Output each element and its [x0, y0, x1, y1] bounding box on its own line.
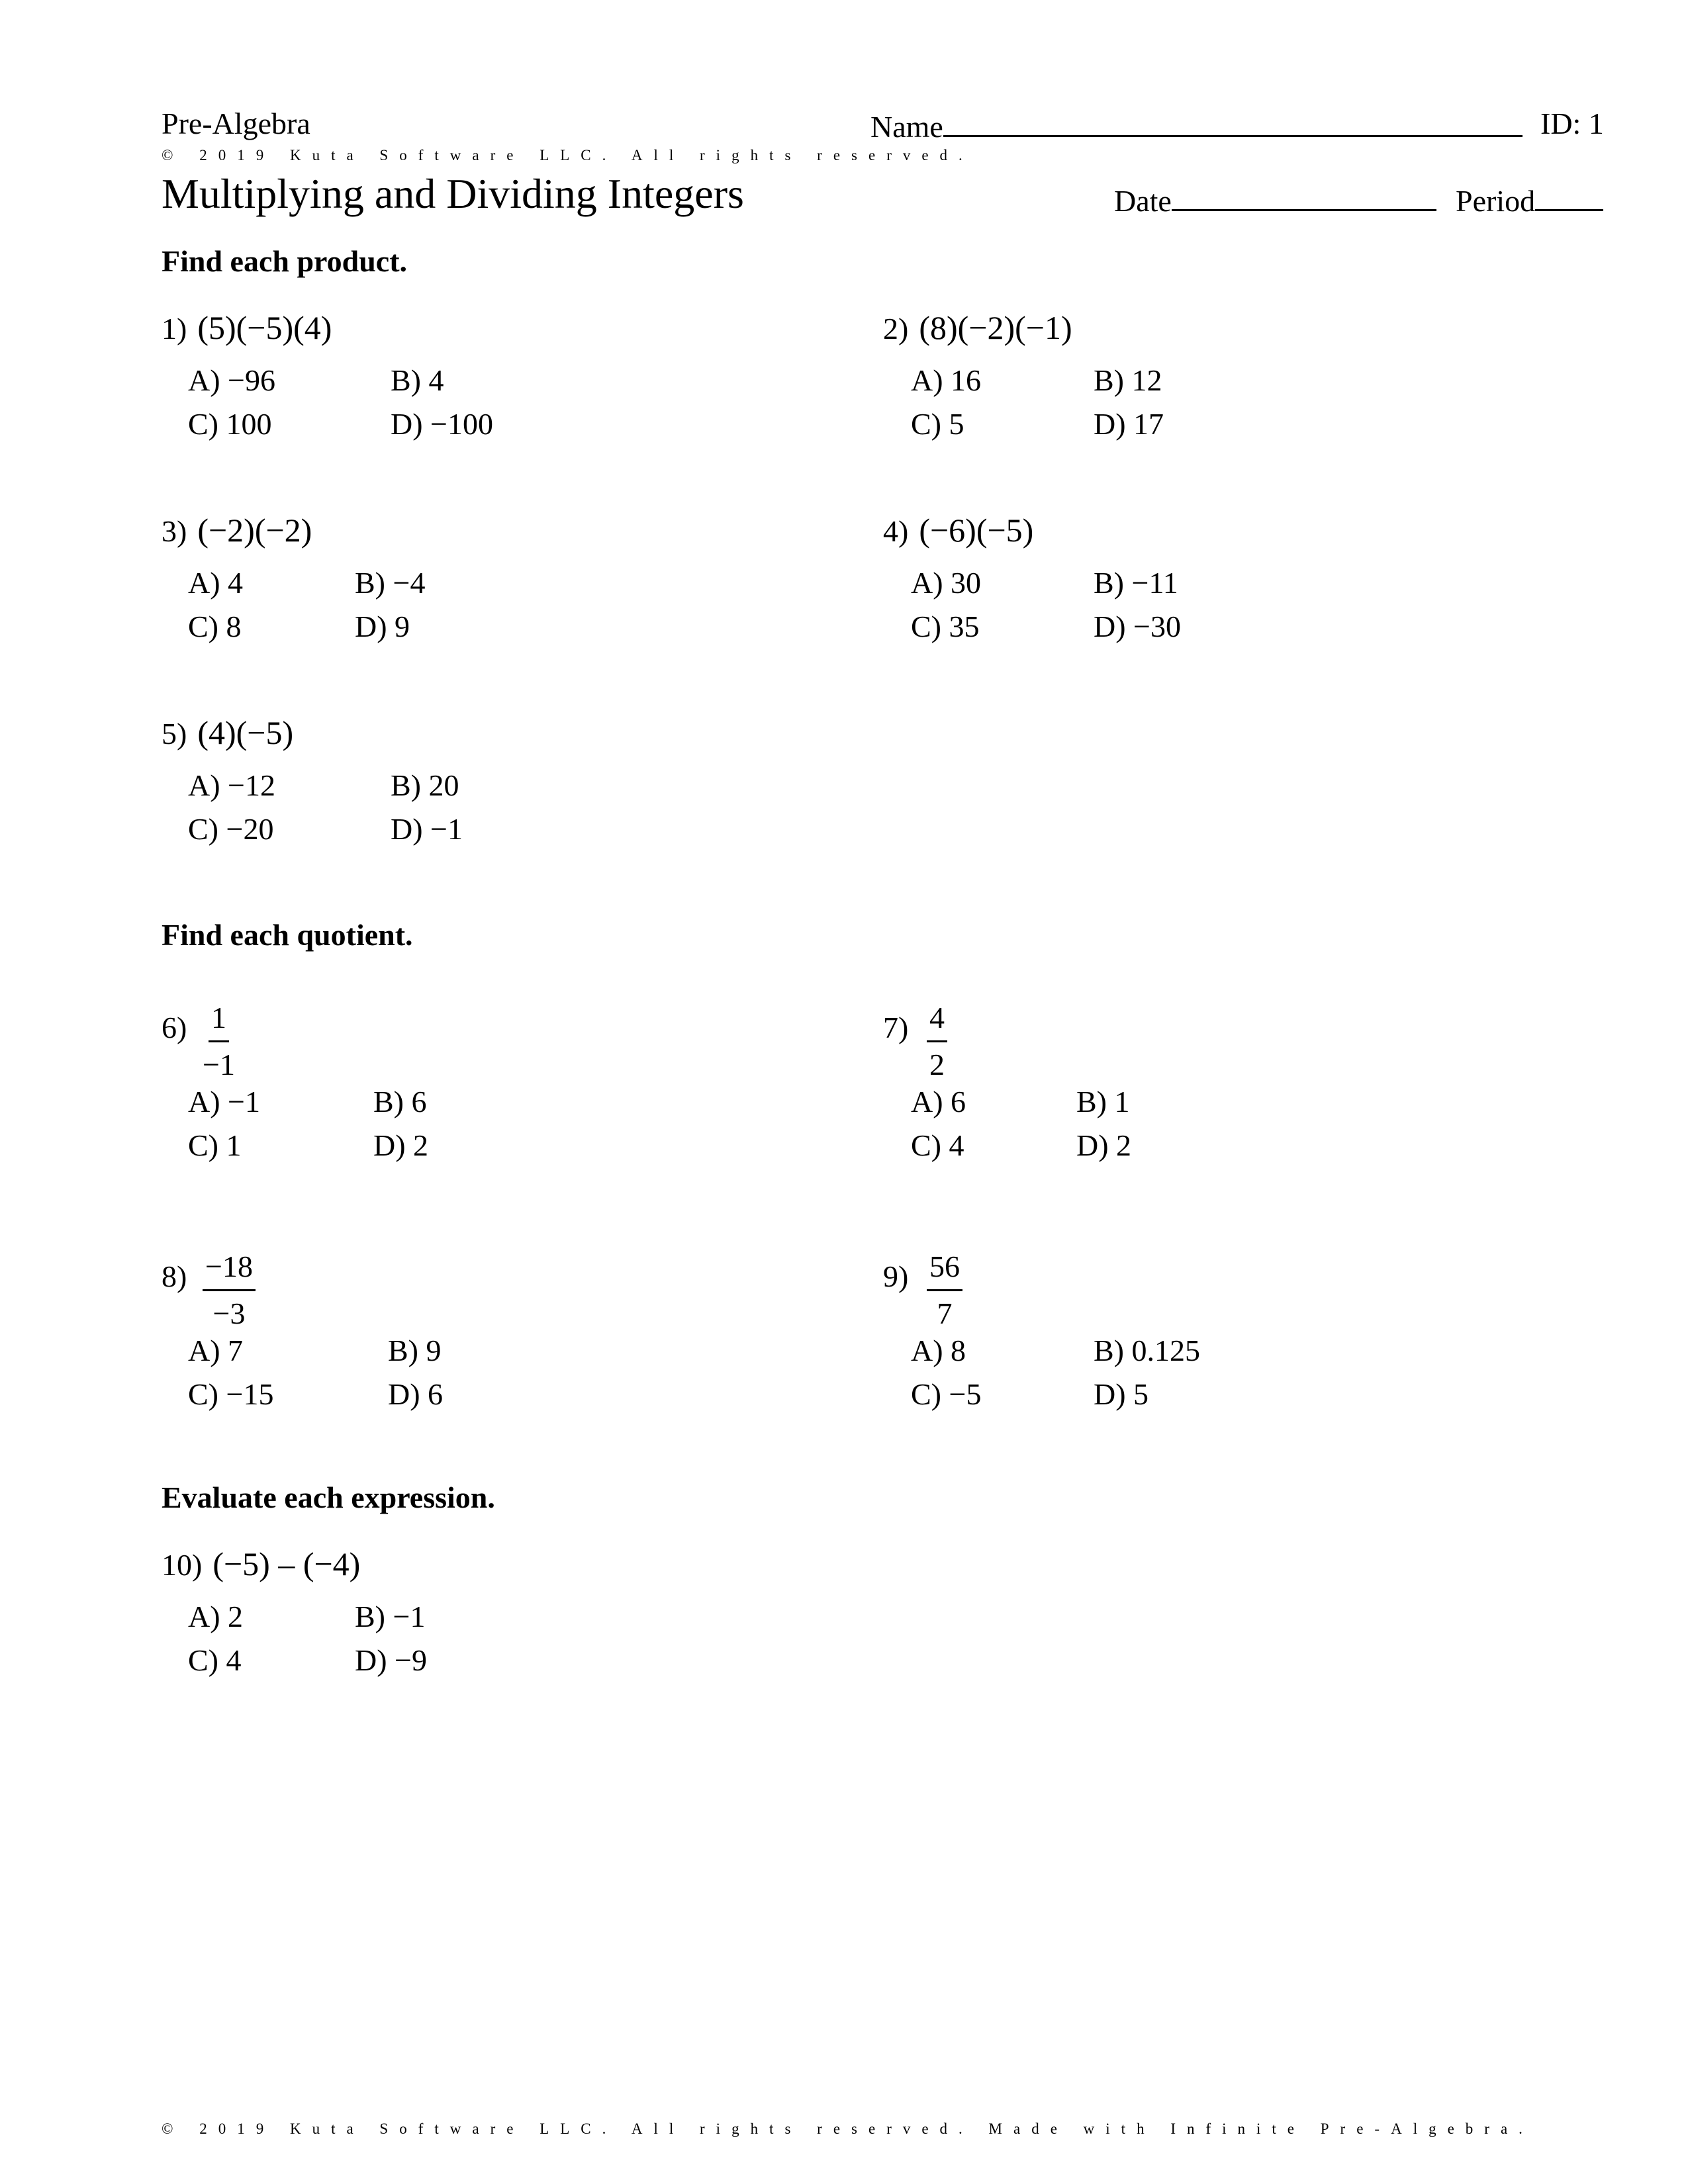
question — [162, 713, 293, 752]
choice-d[interactable]: D) −30 — [1094, 610, 1181, 643]
choice-b[interactable]: B) 20 — [391, 768, 459, 802]
choice-c[interactable]: C) 5 — [911, 407, 964, 441]
problem-6 — [162, 1001, 823, 1182]
choice-a[interactable]: A) 30 — [911, 566, 982, 600]
problem-4 — [883, 511, 1545, 683]
choice-a[interactable]: A) −12 — [188, 768, 275, 802]
question-expression: (8)(−2)(−1) — [919, 309, 1072, 346]
choice-b[interactable]: B) 12 — [1094, 363, 1162, 397]
choice-d[interactable]: D) 17 — [1094, 407, 1164, 441]
choice-a[interactable]: A) −96 — [188, 363, 275, 397]
choice-c[interactable]: C) 1 — [188, 1128, 242, 1162]
name-blank-line — [943, 106, 1523, 137]
choice-b[interactable]: B) 1 — [1076, 1085, 1130, 1118]
question-number: 7) — [883, 1011, 909, 1044]
choice-c[interactable]: C) −5 — [911, 1377, 982, 1411]
choice-b[interactable]: B) 6 — [373, 1085, 427, 1118]
choice-c[interactable]: C) 4 — [911, 1128, 964, 1162]
date-field[interactable] — [1114, 180, 1436, 218]
choice-b[interactable]: B) 9 — [388, 1334, 442, 1367]
choice-b[interactable]: B) 4 — [391, 363, 444, 397]
question-number: 2) — [883, 312, 909, 345]
choice-d[interactable]: D) 6 — [388, 1377, 444, 1411]
section-heading-products: Find each product. — [162, 244, 408, 278]
choice-d[interactable]: D) −9 — [355, 1643, 427, 1677]
problem-3 — [162, 511, 823, 683]
fraction-denominator: −3 — [212, 1297, 246, 1330]
fraction-numerator: 4 — [927, 995, 947, 1042]
question-number: 4) — [883, 514, 909, 548]
question — [162, 1545, 360, 1583]
choice-c[interactable]: C) 35 — [911, 610, 980, 643]
question-number: 9) — [883, 1259, 909, 1293]
choice-d[interactable]: D) 5 — [1094, 1377, 1149, 1411]
choice-c[interactable]: C) 4 — [188, 1643, 242, 1677]
choice-d[interactable]: D) 2 — [1076, 1128, 1132, 1162]
fraction-denominator: 2 — [929, 1048, 945, 1081]
problem-9 — [883, 1250, 1545, 1431]
choice-d[interactable]: D) −100 — [391, 407, 493, 441]
choice-d[interactable]: D) −1 — [391, 812, 463, 846]
choice-c[interactable]: C) −20 — [188, 812, 274, 846]
question-expression: (−2)(−2) — [197, 512, 312, 549]
footer-copyright: © 2019 Kuta Software LLC. All rights reserved. Made with Infinite Pre-Algebra. — [162, 2120, 1534, 2137]
question-number: 3) — [162, 514, 187, 548]
question-number: 5) — [162, 717, 187, 751]
choice-d[interactable]: D) 9 — [355, 610, 410, 643]
problem-7 — [883, 1001, 1545, 1182]
question-fraction — [203, 1244, 256, 1336]
choice-a[interactable]: A) 8 — [911, 1334, 966, 1367]
choice-a[interactable]: A) 2 — [188, 1600, 244, 1633]
question — [162, 1259, 197, 1294]
fraction-denominator: 7 — [937, 1297, 953, 1330]
name-field[interactable] — [870, 106, 1523, 144]
question — [883, 511, 1033, 549]
choice-b[interactable]: B) −1 — [355, 1600, 426, 1633]
fraction-numerator: 56 — [927, 1244, 962, 1291]
question — [162, 308, 332, 347]
period-label: Period — [1456, 184, 1536, 218]
fraction-numerator: 1 — [209, 995, 229, 1042]
fraction-denominator: −1 — [203, 1048, 235, 1081]
worksheet-id: ID: 1 — [1540, 107, 1604, 140]
choice-b[interactable]: B) −4 — [355, 566, 426, 600]
question-expression: (−5) – (−4) — [212, 1545, 361, 1582]
section-heading-quotients: Find each quotient. — [162, 918, 413, 952]
course-name: Pre-Algebra — [162, 107, 310, 140]
problem-8 — [162, 1250, 823, 1431]
choice-a[interactable]: A) −1 — [188, 1085, 260, 1118]
choice-b[interactable]: B) −11 — [1094, 566, 1178, 600]
choice-a[interactable]: A) 16 — [911, 363, 982, 397]
problem-2 — [883, 308, 1545, 480]
worksheet-title: Multiplying and Dividing Integers — [162, 170, 744, 217]
choice-a[interactable]: A) 7 — [188, 1334, 244, 1367]
question-expression: (−6)(−5) — [919, 512, 1034, 549]
choice-a[interactable]: A) 6 — [911, 1085, 966, 1118]
problem-1 — [162, 308, 823, 480]
question-expression: (5)(−5)(4) — [197, 309, 332, 346]
period-blank-line — [1535, 180, 1603, 211]
question-fraction — [927, 1244, 962, 1336]
question-number: 10) — [162, 1548, 203, 1582]
choice-c[interactable]: C) −15 — [188, 1377, 274, 1411]
question-fraction — [927, 995, 947, 1087]
question — [883, 1010, 919, 1045]
problem-5 — [162, 713, 823, 886]
choice-c[interactable]: C) 8 — [188, 610, 242, 643]
choice-d[interactable]: D) 2 — [373, 1128, 429, 1162]
name-label: Name — [870, 110, 943, 144]
question-expression: (4)(−5) — [197, 714, 294, 751]
question — [162, 511, 312, 549]
choice-c[interactable]: C) 100 — [188, 407, 272, 441]
fraction-numerator: −18 — [203, 1244, 256, 1291]
question — [162, 1010, 197, 1045]
question-number: 1) — [162, 312, 187, 345]
section-heading-evaluate: Evaluate each expression. — [162, 1480, 495, 1514]
question-number: 6) — [162, 1011, 187, 1044]
problem-10 — [162, 1545, 823, 1717]
period-field[interactable] — [1456, 180, 1603, 218]
date-label: Date — [1114, 184, 1172, 218]
question — [883, 1259, 919, 1294]
choice-a[interactable]: A) 4 — [188, 566, 244, 600]
choice-b[interactable]: B) 0.125 — [1094, 1334, 1200, 1367]
question-fraction — [203, 995, 235, 1087]
header-copyright: © 2019 Kuta Software LLC. All rights reserved. — [162, 147, 974, 163]
question — [883, 308, 1072, 347]
date-blank-line — [1172, 180, 1436, 211]
question-number: 8) — [162, 1259, 187, 1293]
